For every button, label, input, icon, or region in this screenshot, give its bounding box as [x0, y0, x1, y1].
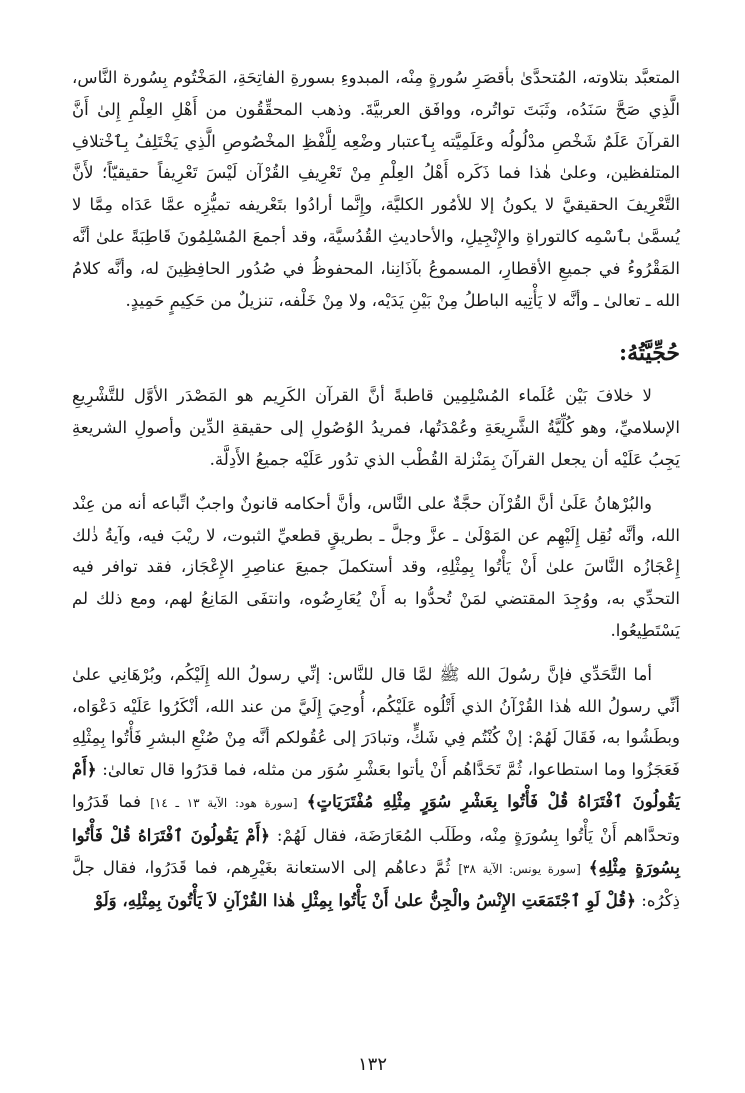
page-number: ١٣٢ — [357, 1054, 387, 1075]
challenge-text-2: فما قَدَرُوا وتحدَّاهم أَنْ يَأْتُوا بِسُورَةٍ مِنْه، وطَلَب المُعَارَضَة، فقال لَهُمْ: — [72, 791, 680, 845]
proof-paragraph: والبُرْهانُ عَلَىٰ أنَّ القُرْآن حجَّةٌ على النَّاس، وأنَّ أحكامه قانونٌ واجبٌ اتِّباعه أنه من عِنْد الله، وأنَّه نُقِل إِلَيْهِم عن المَوْلَىٰ ـ عزَّ وجلَّ ـ بطريقٍ قطعيِّ الثبوت، لا ريْبَ فيه، وآيةُ ذٰلك إِعْجَازُه النَّاسَ علىٰ أَنْ يَأْتُوا بِمِثْلِهِ، وقد أستكملَ جميعَ عناصِرِ الإِعْجَاز، فقد توافر فيه التحدِّي به، ووُجِدَ المقتضي لمَنْ تُحدُّوا به أَنْ يُعَارِضُوه، وانتفَى المَانِعُ لهم، ومع ذلك لم يَسْتَطِيعُوا. — [72, 493, 680, 640]
challenge-text-3: ثُمَّ دعاهُم إلى الاستعانة بغَيْرِهم، فما قَدَرُوا، فقال جلَّ ذِكْرُه: — [72, 857, 680, 911]
page-body — [72, 62, 680, 917]
challenge-text-1: أما التَّحَدِّي فإنَّ رسُولَ الله ﷺ لمَّا قال للنَّاس: إنِّي رسولُ الله إِلَيْكُم، وبُرْهَانِي علىٰ أنِّي رسولُ الله هٰذا القُرْآنُ الذي أَتْلُوه عَلَيْكُم، أُوحِيَ إِلَيَّ من عند الله، أنْكَرُوا عَلَيْه دَعْوَاه، وبطَشُوا به، فَقَالَ لَهُمْ: إنْ كُنْتُم فِي شَكٍّ، وتبادَرَ إلى عُقُولكم أنَّه مِنْ صُنْعِ البشرِ فَأْتُوا بِمِثْلِهِ فَعَجَزُوا وما استطاعوا، ثُمَّ تَحَدَّاهُم أَنْ يأتوا بعَشْرِ سُوَر من مثله، فما قدَرُوا قال تعالىٰ: — [72, 664, 680, 780]
quran-quote-yunus: ﴿أَمْ يَقُولُونَ ٱفْتَرَاهُ قُلْ فَأْتُوا بِسُورَةٍ مِثْلِهِ﴾ — [72, 824, 680, 877]
consensus-paragraph: لا خلافَ بَيْن عُلَماء المُسْلِمِين قاطبةً أنَّ القرآن الكَرِيم هو المَصْدَر الأوَّل للتَّشْرِيعِ الإسلاميِّ، وهو كُلِّيَّةُ الشَّرِيعَةِ وعُمْدَتُها، فمريدُ الوُصُولِ إلى حقيقةِ الدِّين وأصولِ الشريعةِ يَجِبُ عَلَيْه أن يجعل القرآنَ بِمَنْزلة القُطْب الذي تدُور عَلَيْه جميعُ الأَدِلَّة. — [72, 386, 680, 469]
section-heading: حُجِّيَّتُهُ: — [619, 340, 680, 367]
intro-paragraph: المتعبَّد بتلاوته، المُتحدَّىٰ بأقصَرِ سُورةٍ مِنْه، المبدوءِ بسورةِ الفاتِحَةِ، المَخْتُوم بِسُورة النَّاس، الَّذِي صَحَّ سَنَدُه، وثَبَتَ تواتُره، ووافَق العربيَّةَ. وذهب المحقِّقُون من أَهْلِ العِلْمِ إِلىٰ أَنَّ القرآنَ عَلَمٌ شَخْصِ مدْلُولُه وعَلَمِيَّته بِٱعتبار وضْعِه لِلَّفْظِ المخْصُوصِ الَّذِي يَخْتَلِفُ بِٱخْتلافِ المتلفظين، وعلىٰ هٰذا فما ذَكَره أَهْلُ العِلْمِ مِنْ تَعْرِيفِ القُرْآن لَيْسَ تَعْرِيفاً حقيقيّاً؛ لأَنَّ التَّعْرِيفَ الحقيقيَّ لا يكونُ إلا للأمُور الكليَّة، وإِنَّما أرادُوا بتَعْريفه تميُّزِه عمَّا عَدَاه مِمَّا لا يُسمَّىٰ بٱسْمِه كالتوراةِ والإِنْجِيلِ، والأحاديثِ القُدُسيَّة، وقد أجمعَ المُسْلِمُونَ قَاطِبَةً علىٰ أنَّه المَقْرُوءُ في جميعِ الأقطارِ، المسموعُ بآذَانِنا، المحفوظُ في صُدُور الحافِظِينَ له، وأنَّه كلامُ الله ـ تعالىٰ ـ وأنَّه لا يَأْتِيه الباطلُ مِنْ بَيْنِ يَدَيْه، ولا مِنْ خَلْفه، تنزيلٌ من حَكِيمٍ حَمِيدٍ. — [72, 68, 680, 310]
quran-quote-isra: ﴿قُلْ لَوِ ٱجْتَمَعَتِ الإِنْسُ والْجِنُّ علىٰ أَنْ يَأْتُوا بِمِثْلِ هٰذا القُرْآنِ لاَ يَأْتُونَ بِمِثْلِهِ، وَلَوْ — [95, 890, 636, 911]
quran-quote-hud: ﴿أَمْ يَقُولُونَ ٱفْتَرَاهُ قُلْ فَأْتُوا بِعَشْرِ سُوَرٍ مِثْلِهِ مُفْتَرَيَاتٍ﴾ — [72, 759, 681, 811]
reference-hud: [سورة هود: الآية ١٣ ـ ١٤] — [150, 795, 298, 810]
challenge-paragraph — [72, 659, 680, 917]
reference-yunus: [سورة يونس: الآية ٣٨] — [458, 861, 581, 876]
